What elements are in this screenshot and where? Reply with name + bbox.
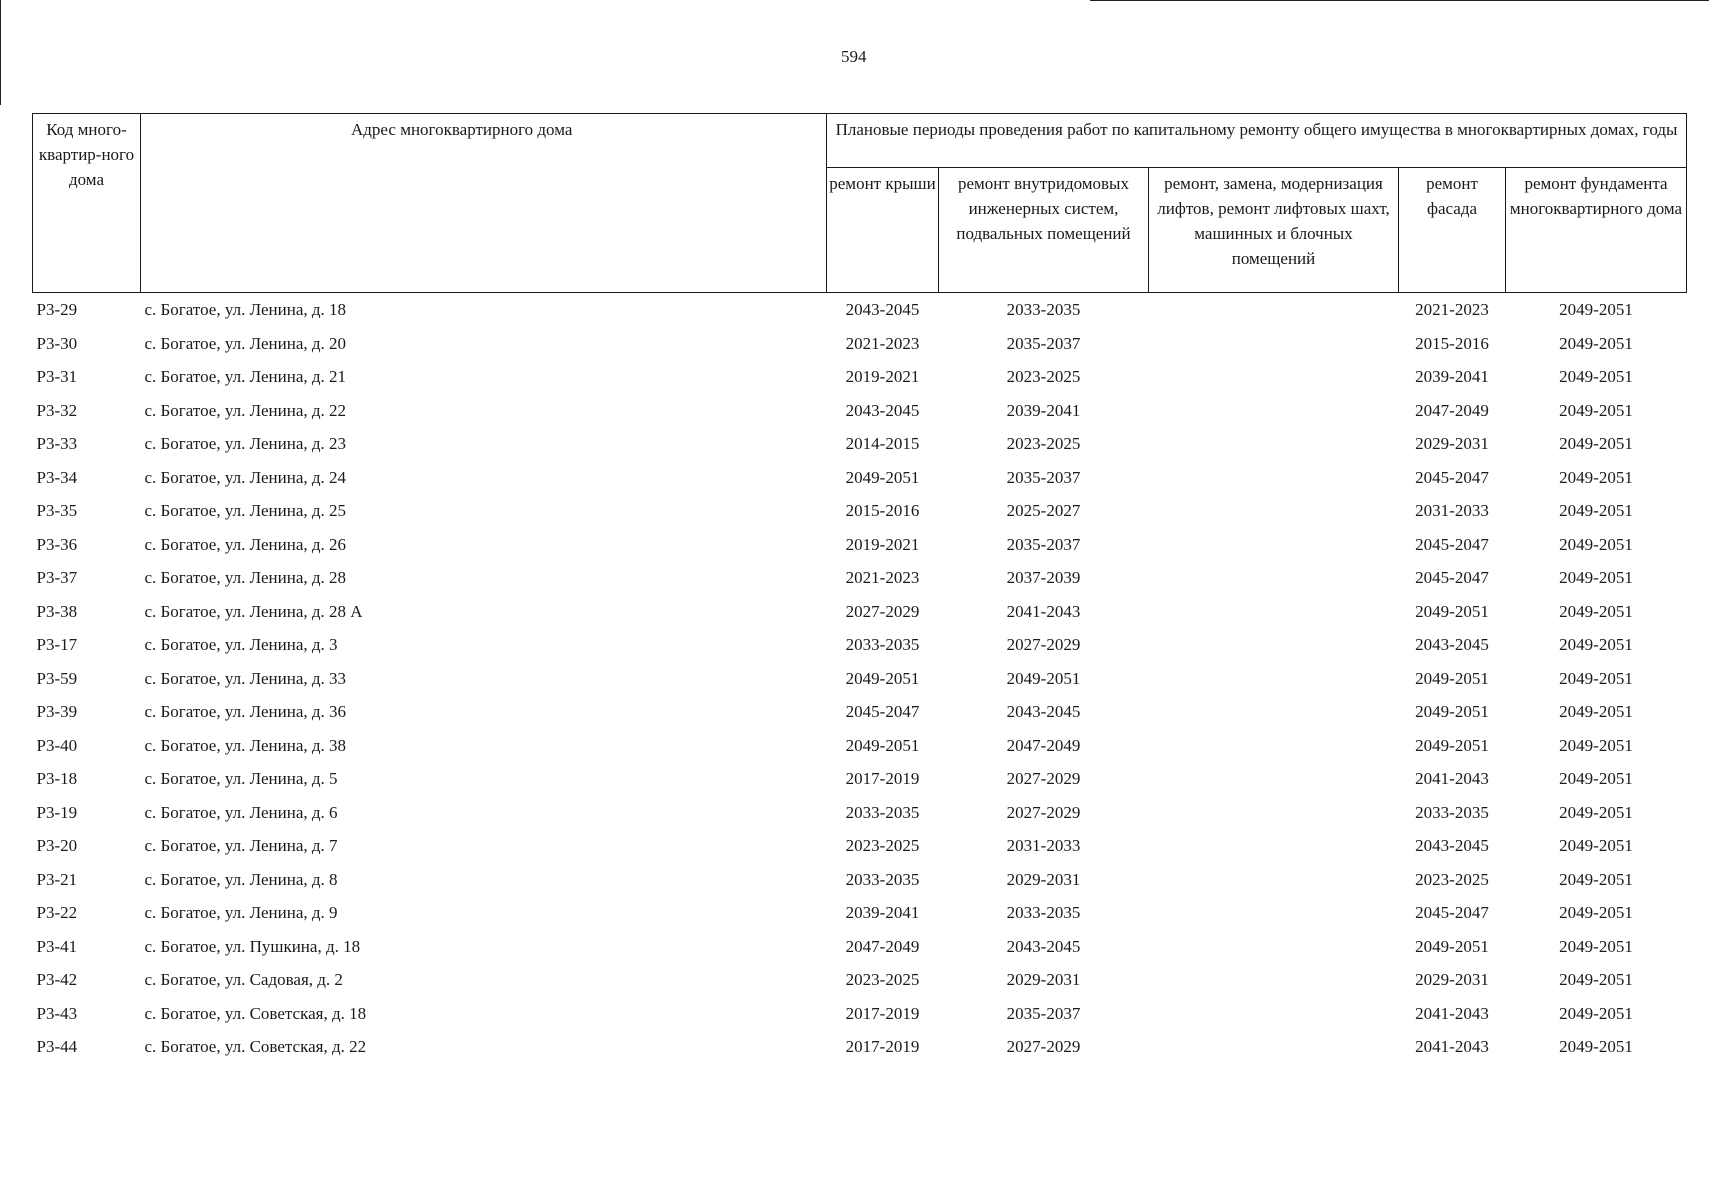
cell-foundation: 2049-2051 <box>1559 333 1633 353</box>
table-row <box>33 561 1687 595</box>
cell-systems: 2027-2029 <box>1006 635 1081 655</box>
header-address: Адрес многоквартирного дома <box>141 114 827 293</box>
cell-code: Р3-32 <box>36 400 78 420</box>
cell-foundation: 2049-2051 <box>1559 869 1633 889</box>
cell-systems: 2047-2049 <box>1006 735 1081 755</box>
cell-roof: 2047-2049 <box>845 936 920 956</box>
cell-elevators <box>1149 628 1399 662</box>
page-number: 594 <box>841 47 867 66</box>
cell-systems: 2029-2031 <box>1006 970 1081 990</box>
table-row <box>33 427 1687 461</box>
table-row <box>33 628 1687 662</box>
cell-elevators <box>1149 796 1399 830</box>
cell-elevators <box>1149 461 1399 495</box>
cell-systems: 2035-2037 <box>1006 1003 1081 1023</box>
cell-foundation: 2049-2051 <box>1559 702 1633 722</box>
cell-foundation: 2049-2051 <box>1559 300 1633 320</box>
scan-edge-left <box>0 0 1 105</box>
cell-elevators <box>1149 863 1399 897</box>
cell-code: Р3-42 <box>36 970 78 990</box>
cell-address: с. Богатое, ул. Ленина, д. 26 <box>144 534 347 554</box>
cell-systems: 2043-2045 <box>1006 936 1081 956</box>
cell-code: Р3-37 <box>36 568 78 588</box>
cell-facade: 2039-2041 <box>1415 367 1489 387</box>
cell-foundation: 2049-2051 <box>1559 936 1633 956</box>
cell-foundation: 2049-2051 <box>1559 836 1633 856</box>
cell-code: Р3-44 <box>36 1037 78 1057</box>
cell-code: Р3-18 <box>36 769 78 789</box>
cell-systems: 2037-2039 <box>1006 568 1081 588</box>
cell-roof: 2033-2035 <box>845 635 920 655</box>
cell-systems: 2023-2025 <box>1006 434 1081 454</box>
cell-code: Р3-30 <box>36 333 78 353</box>
cell-address: с. Богатое, ул. Ленина, д. 8 <box>144 869 338 889</box>
cell-code: Р3-59 <box>36 668 78 688</box>
cell-roof: 2023-2025 <box>845 970 920 990</box>
cell-address: с. Богатое, ул. Ленина, д. 21 <box>144 367 347 387</box>
cell-foundation: 2049-2051 <box>1559 1037 1633 1057</box>
cell-elevators <box>1149 360 1399 394</box>
cell-elevators <box>1149 494 1399 528</box>
cell-systems: 2033-2035 <box>1006 903 1081 923</box>
cell-elevators <box>1149 662 1399 696</box>
table-row <box>33 930 1687 964</box>
table-body <box>33 293 1687 1064</box>
cell-facade: 2021-2023 <box>1415 300 1489 320</box>
cell-roof: 2019-2021 <box>845 534 920 554</box>
cell-facade: 2041-2043 <box>1415 1037 1489 1057</box>
cell-foundation: 2049-2051 <box>1559 601 1633 621</box>
table-row <box>33 662 1687 696</box>
cell-systems: 2031-2033 <box>1006 836 1081 856</box>
cell-code: Р3-35 <box>36 501 78 521</box>
table-row <box>33 796 1687 830</box>
table-row <box>33 829 1687 863</box>
cell-address: с. Богатое, ул. Ленина, д. 23 <box>144 434 347 454</box>
cell-code: Р3-19 <box>36 802 78 822</box>
cell-roof: 2023-2025 <box>845 836 920 856</box>
cell-facade: 2033-2035 <box>1415 802 1489 822</box>
cell-elevators <box>1149 896 1399 930</box>
table-row <box>33 863 1687 897</box>
cell-code: Р3-20 <box>36 836 78 856</box>
header-foundation: ремонт фундамента многоквартирного дома <box>1506 168 1687 293</box>
cell-systems: 2039-2041 <box>1006 400 1081 420</box>
cell-address: с. Богатое, ул. Садовая, д. 2 <box>144 970 343 990</box>
cell-address: с. Богатое, ул. Ленина, д. 18 <box>144 300 347 320</box>
cell-facade: 2029-2031 <box>1415 970 1489 990</box>
cell-elevators <box>1149 963 1399 997</box>
cell-facade: 2031-2033 <box>1415 501 1489 521</box>
cell-roof: 2033-2035 <box>845 869 920 889</box>
cell-facade: 2049-2051 <box>1415 735 1489 755</box>
cell-address: с. Богатое, ул. Ленина, д. 25 <box>144 501 347 521</box>
cell-facade: 2049-2051 <box>1415 936 1489 956</box>
table-row <box>33 494 1687 528</box>
table-row <box>33 896 1687 930</box>
header-facade: ремонт фасада <box>1399 168 1506 293</box>
cell-roof: 2015-2016 <box>845 501 920 521</box>
header-periods: Плановые периоды проведения работ по капитальному ремонту общего имущества в многоквартирных домах, годы <box>827 114 1687 168</box>
cell-facade: 2041-2043 <box>1415 1003 1489 1023</box>
cell-facade: 2047-2049 <box>1415 400 1489 420</box>
cell-roof: 2049-2051 <box>845 735 920 755</box>
cell-foundation: 2049-2051 <box>1559 635 1633 655</box>
table-row <box>33 1030 1687 1064</box>
cell-code: Р3-17 <box>36 635 78 655</box>
cell-code: Р3-40 <box>36 735 78 755</box>
cell-elevators <box>1149 293 1399 327</box>
cell-facade: 2049-2051 <box>1415 668 1489 688</box>
cell-elevators <box>1149 997 1399 1031</box>
table-row <box>33 695 1687 729</box>
cell-address: с. Богатое, ул. Ленина, д. 22 <box>144 400 347 420</box>
cell-systems: 2035-2037 <box>1006 333 1081 353</box>
table-row <box>33 293 1687 327</box>
table-row <box>33 394 1687 428</box>
cell-foundation: 2049-2051 <box>1559 735 1633 755</box>
cell-facade: 2045-2047 <box>1415 467 1489 487</box>
cell-code: Р3-39 <box>36 702 78 722</box>
cell-systems: 2043-2045 <box>1006 702 1081 722</box>
cell-address: с. Богатое, ул. Ленина, д. 36 <box>144 702 347 722</box>
cell-facade: 2043-2045 <box>1415 836 1489 856</box>
cell-foundation: 2049-2051 <box>1559 367 1633 387</box>
cell-foundation: 2049-2051 <box>1559 434 1633 454</box>
cell-foundation: 2049-2051 <box>1559 802 1633 822</box>
cell-foundation: 2049-2051 <box>1559 970 1633 990</box>
table-row <box>33 327 1687 361</box>
cell-systems: 2049-2051 <box>1006 668 1081 688</box>
cell-address: с. Богатое, ул. Ленина, д. 20 <box>144 333 347 353</box>
cell-address: с. Богатое, ул. Ленина, д. 3 <box>144 635 338 655</box>
cell-elevators <box>1149 561 1399 595</box>
cell-code: Р3-34 <box>36 467 78 487</box>
cell-elevators <box>1149 695 1399 729</box>
cell-code: Р3-31 <box>36 367 78 387</box>
cell-systems: 2029-2031 <box>1006 869 1081 889</box>
cell-code: Р3-36 <box>36 534 78 554</box>
table-row <box>33 997 1687 1031</box>
cell-address: с. Богатое, ул. Советская, д. 22 <box>144 1037 367 1057</box>
cell-facade: 2023-2025 <box>1415 869 1489 889</box>
cell-address: с. Богатое, ул. Советская, д. 18 <box>144 1003 367 1023</box>
cell-systems: 2027-2029 <box>1006 769 1081 789</box>
header-row-main <box>33 114 1687 168</box>
cell-elevators <box>1149 327 1399 361</box>
header-code: Код много-квартир-ного дома <box>33 114 141 293</box>
cell-elevators <box>1149 829 1399 863</box>
cell-foundation: 2049-2051 <box>1559 668 1633 688</box>
table-row <box>33 360 1687 394</box>
cell-elevators <box>1149 762 1399 796</box>
cell-roof: 2017-2019 <box>845 1037 920 1057</box>
cell-roof: 2017-2019 <box>845 1003 920 1023</box>
cell-elevators <box>1149 528 1399 562</box>
cell-roof: 2021-2023 <box>845 568 920 588</box>
cell-roof: 2019-2021 <box>845 367 920 387</box>
header-systems: ремонт внутридомовых инженерных систем, подвальных помещений <box>939 168 1149 293</box>
cell-foundation: 2049-2051 <box>1559 534 1633 554</box>
cell-foundation: 2049-2051 <box>1559 467 1633 487</box>
cell-facade: 2049-2051 <box>1415 601 1489 621</box>
cell-code: Р3-43 <box>36 1003 78 1023</box>
cell-code: Р3-29 <box>36 300 78 320</box>
cell-elevators <box>1149 394 1399 428</box>
cell-roof: 2049-2051 <box>845 668 920 688</box>
cell-facade: 2049-2051 <box>1415 702 1489 722</box>
cell-facade: 2045-2047 <box>1415 568 1489 588</box>
cell-roof: 2045-2047 <box>845 702 920 722</box>
cell-roof: 2033-2035 <box>845 802 920 822</box>
cell-roof: 2027-2029 <box>845 601 920 621</box>
cell-foundation: 2049-2051 <box>1559 1003 1633 1023</box>
cell-systems: 2041-2043 <box>1006 601 1081 621</box>
scan-edge-top <box>1090 0 1709 1</box>
cell-code: Р3-22 <box>36 903 78 923</box>
cell-address: с. Богатое, ул. Ленина, д. 9 <box>144 903 338 923</box>
cell-elevators <box>1149 930 1399 964</box>
cell-systems: 2027-2029 <box>1006 1037 1081 1057</box>
header-roof: ремонт крыши <box>827 168 939 293</box>
cell-foundation: 2049-2051 <box>1559 400 1633 420</box>
cell-foundation: 2049-2051 <box>1559 769 1633 789</box>
table-row <box>33 963 1687 997</box>
cell-elevators <box>1149 595 1399 629</box>
cell-roof: 2043-2045 <box>845 300 920 320</box>
cell-foundation: 2049-2051 <box>1559 501 1633 521</box>
cell-systems: 2025-2027 <box>1006 501 1081 521</box>
cell-address: с. Богатое, ул. Ленина, д. 6 <box>144 802 338 822</box>
cell-roof: 2021-2023 <box>845 333 920 353</box>
cell-code: Р3-38 <box>36 601 78 621</box>
cell-code: Р3-33 <box>36 434 78 454</box>
cell-facade: 2029-2031 <box>1415 434 1489 454</box>
table-row <box>33 595 1687 629</box>
cell-foundation: 2049-2051 <box>1559 568 1633 588</box>
table-row <box>33 461 1687 495</box>
cell-systems: 2033-2035 <box>1006 300 1081 320</box>
cell-address: с. Богатое, ул. Ленина, д. 7 <box>144 836 338 856</box>
cell-roof: 2039-2041 <box>845 903 920 923</box>
cell-elevators <box>1149 729 1399 763</box>
cell-address: с. Богатое, ул. Ленина, д. 33 <box>144 668 347 688</box>
cell-facade: 2015-2016 <box>1415 333 1489 353</box>
cell-facade: 2045-2047 <box>1415 903 1489 923</box>
cell-systems: 2023-2025 <box>1006 367 1081 387</box>
cell-code: Р3-41 <box>36 936 78 956</box>
cell-elevators <box>1149 427 1399 461</box>
repair-schedule-table <box>32 113 1687 1064</box>
cell-facade: 2041-2043 <box>1415 769 1489 789</box>
table-row <box>33 729 1687 763</box>
cell-systems: 2035-2037 <box>1006 467 1081 487</box>
table-row <box>33 528 1687 562</box>
cell-systems: 2035-2037 <box>1006 534 1081 554</box>
table-row <box>33 762 1687 796</box>
cell-elevators <box>1149 1030 1399 1064</box>
cell-roof: 2043-2045 <box>845 400 920 420</box>
header-elevators: ремонт, замена, модернизация лифтов, ремонт лифтовых шахт, машинных и блочных помещений <box>1149 168 1399 293</box>
cell-address: с. Богатое, ул. Ленина, д. 24 <box>144 467 347 487</box>
cell-foundation: 2049-2051 <box>1559 903 1633 923</box>
cell-systems: 2027-2029 <box>1006 802 1081 822</box>
cell-roof: 2014-2015 <box>845 434 920 454</box>
cell-address: с. Богатое, ул. Ленина, д. 5 <box>144 769 338 789</box>
cell-address: с. Богатое, ул. Ленина, д. 28 <box>144 568 347 588</box>
cell-facade: 2045-2047 <box>1415 534 1489 554</box>
cell-address: с. Богатое, ул. Ленина, д. 38 <box>144 735 347 755</box>
cell-roof: 2049-2051 <box>845 467 920 487</box>
cell-address: с. Богатое, ул. Ленина, д. 28 А <box>144 601 363 621</box>
cell-code: Р3-21 <box>36 869 78 889</box>
cell-address: с. Богатое, ул. Пушкина, д. 18 <box>144 936 361 956</box>
cell-facade: 2043-2045 <box>1415 635 1489 655</box>
cell-roof: 2017-2019 <box>845 769 920 789</box>
